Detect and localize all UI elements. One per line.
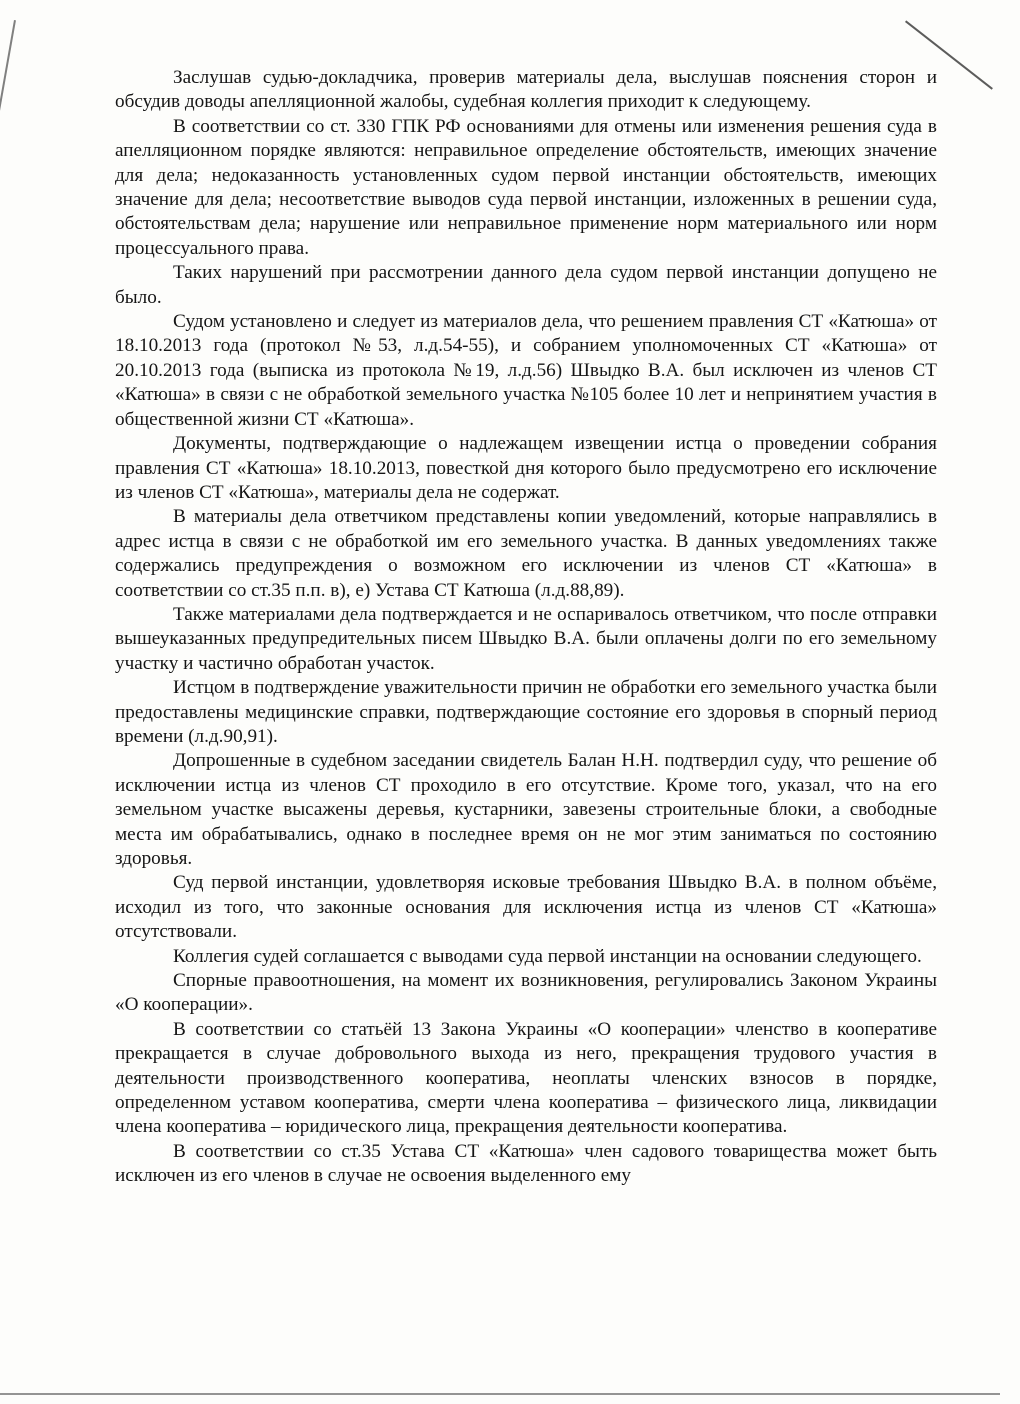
paragraph: Спорные правоотношения, на момент их возникновения, регулировались Законом Украины «О кооперации». (115, 970, 937, 1016)
paragraph: Допрошенные в судебном заседании свидетель Балан Н.Н. подтвердил суду, что решение об исключении истца из членов СТ проходило в его отсутствие. Кроме того, указал, что на его земельном участке высажены деревья, кустарники, завезены строительные блоки, а свободные места им обрабатывались, однако в последнее время он не мог этим заниматься по состоянию здоровья. (115, 750, 937, 869)
paragraph: Истцом в подтверждение уважительности причин не обработки его земельного участка были предоставлены медицинские справки, подтверждающие состояние его здоровья в спорный период времени (л.д.90,91). (115, 677, 937, 747)
document-body (115, 66, 937, 1189)
paragraph: Суд первой инстанции, удовлетворяя исковые требования Швыдко В.А. в полном объёме, исходил из того, что законные основания для исключения истца из членов СТ «Катюша» отсутствовали. (115, 872, 937, 943)
scan-artifact-left-line (0, 20, 16, 168)
paragraph: Также материалами дела подтверждается и не оспаривалось ответчиком, что после отправки вышеуказанных предупредительных писем Швыдко В.А. были оплачены долги по его земельному участку и частично обработан участок. (115, 603, 937, 674)
scan-artifact-bottom-line (0, 1393, 1000, 1395)
paragraph: Заслушав судью-докладчика, проверив материалы дела, выслушав пояснения сторон и обсудив доводы апелляционной жалобы, судебная коллегия приходит к следующему. (115, 67, 937, 113)
paragraph: Таких нарушений при рассмотрении данного дела судом первой инстанции допущено не было. (115, 262, 937, 308)
paragraph: Судом установлено и следует из материалов дела, что решением правления СТ «Катюша» от 18.10.2013 года (протокол №53, л.д.54-55), и собранием уполномоченных СТ «Катюша» от 20.10.2013 года (выписка из протокола №19, л.д.56) Швыдко В.А. был исключен из членов СТ «Катюша» в связи с не обработкой земельного участка №105 более 10 лет и непринятием участия в общественной жизни СТ «Катюша». (115, 311, 937, 430)
paragraph: В соответствии со ст.35 Устава СТ «Катюша» член садового товарищества может быть исключен из его членов в случае не освоения выделенного ему (115, 1140, 937, 1187)
paragraph: Коллегия судей соглашается с выводами суда первой инстанции на основании следующего. (173, 945, 922, 967)
paragraph: В материалы дела ответчиком представлены копии уведомлений, которые направлялись в адрес истца в связи с не обработкой им его земельного участка. В данных уведомлениях также содержались предупреждения о возможном его исключении из членов СТ «Катюша» в соответствии со ст.35 п.п. в), е) Устава СТ Катюша (л.д.88,89). (115, 506, 937, 601)
paragraph: В соответствии со ст. 330 ГПК РФ основаниями для отмены или изменения решения суда в апелляционном порядке являются: неправильное определение обстоятельств, имеющих значение для дела; недоказанность установленных судом первой инстанции обстоятельств, имеющих значение для дела; несоответствие выводов суда первой инстанции, изложенных в решении суда, обстоятельствам дела; нарушение или неправильное применение норм материального или норм процессуального права. (115, 115, 937, 259)
paragraph: Документы, подтверждающие о надлежащем извещении истца о проведении собрания правления СТ «Катюша» 18.10.2013, повесткой дня которого было предусмотрено его исключение из членов СТ «Катюша», материалы дела не содержат. (115, 433, 937, 503)
paragraph: В соответствии со статьёй 13 Закона Украины «О кооперации» членство в кооперативе прекращается в случае добровольного выхода из него, прекращения трудового участия в деятельности производственного кооператива, неоплаты членских взносов в порядке, определенном уставом кооператива, смерти члена кооператива – физического лица, ликвидации члена кооператива – юридического лица, прекращения деятельности кооператива. (115, 1018, 937, 1138)
